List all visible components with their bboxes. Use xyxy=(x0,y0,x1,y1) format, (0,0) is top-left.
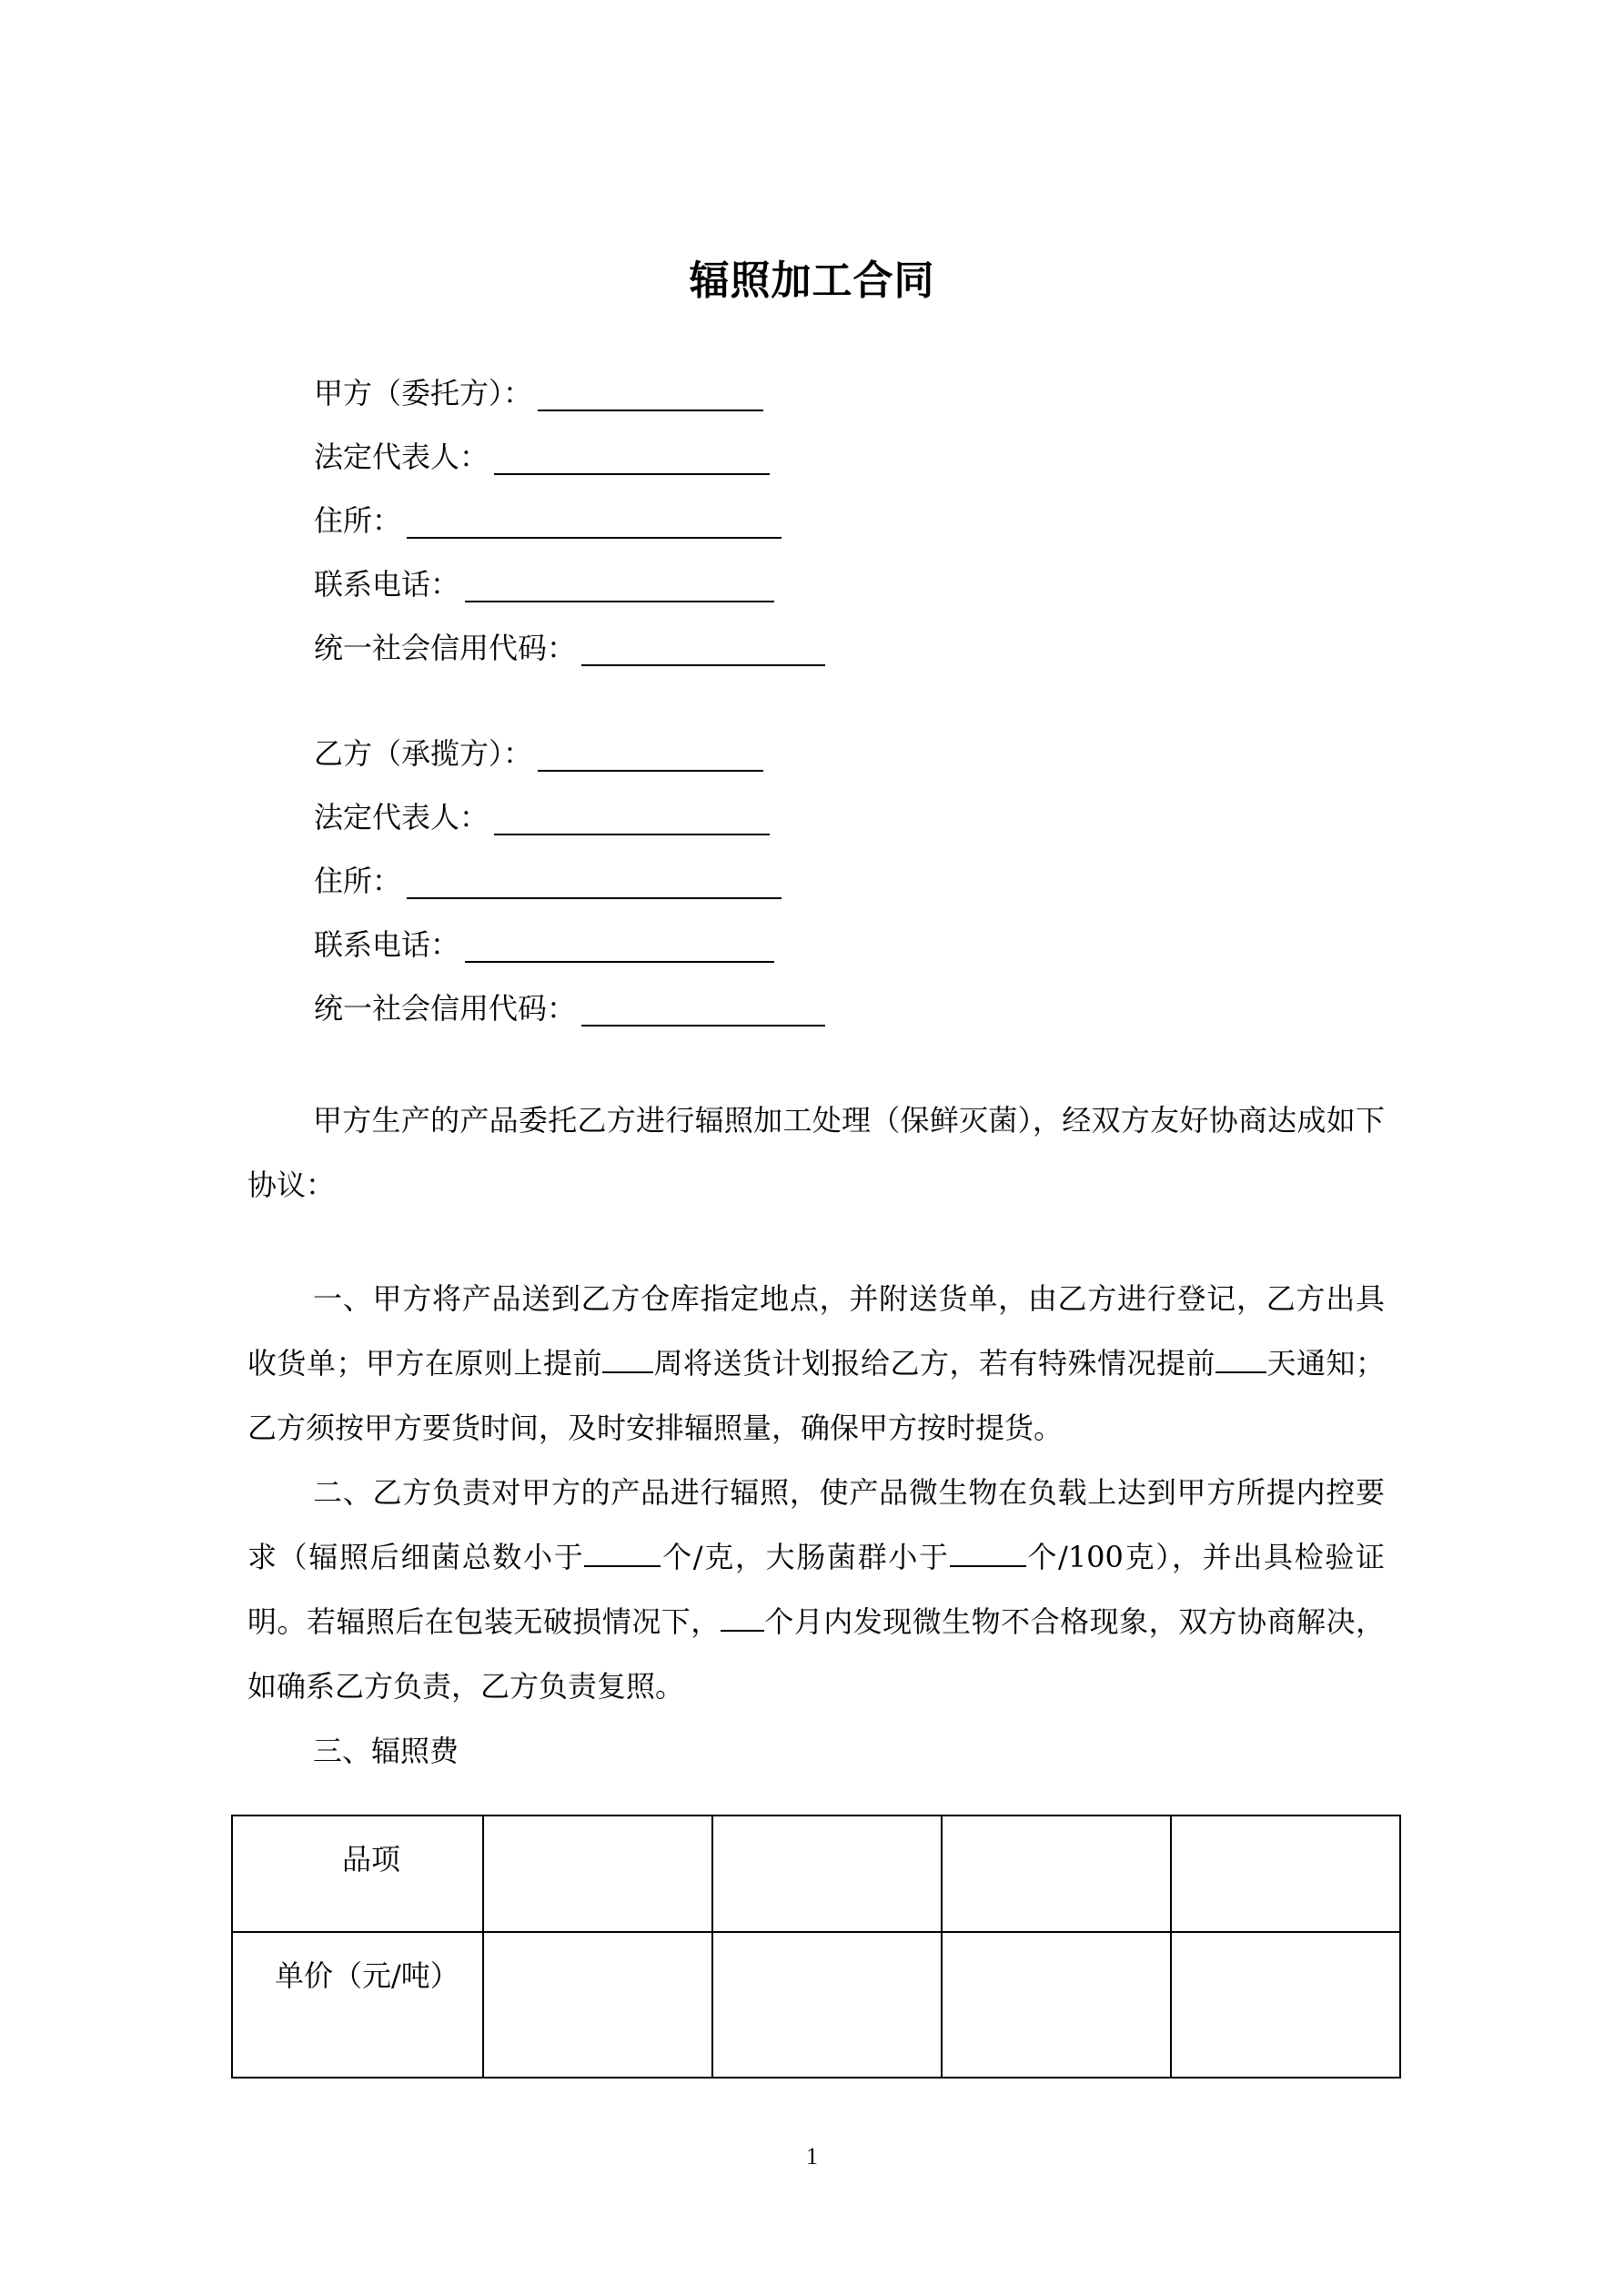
field-label: 住所： xyxy=(314,503,402,538)
row-header-label: 单价（元/吨） xyxy=(275,1958,459,1993)
party-a-legal-rep-field xyxy=(314,439,770,475)
bacteria-count-blank[interactable] xyxy=(584,1542,661,1567)
clause-text: 二、乙方负责对甲方的产品进行辐照，使产品微生物在负载上达到甲方所提内控要求（辐照后细菌总数小于 xyxy=(247,1475,1385,1574)
row-header-label: 品项 xyxy=(342,1842,401,1876)
party-b-phone-field xyxy=(314,926,774,963)
table-cell[interactable] xyxy=(1171,1932,1400,2078)
table-cell[interactable] xyxy=(483,1932,712,2078)
field-label: 乙方（承揽方）： xyxy=(314,736,533,771)
fill-blank[interactable] xyxy=(494,446,770,475)
table-cell[interactable] xyxy=(712,1816,942,1932)
clause-text: 个月内发现微生物不合格现象，双方协商解决，如确系乙方负责，乙方负责复照。 xyxy=(247,1604,1385,1704)
row-header xyxy=(232,1816,483,1932)
fill-blank[interactable] xyxy=(494,806,770,835)
row-header xyxy=(232,1932,483,2078)
months-blank[interactable] xyxy=(721,1606,764,1632)
party-b-address-field xyxy=(314,863,782,899)
clause-text: 一、甲方将产品送到乙方仓库指定地点，并附送货单，由乙方进行登记，乙方出具收货单；甲方在原则上提前 xyxy=(247,1281,1385,1381)
table-cell[interactable] xyxy=(942,1932,1171,2078)
table-cell[interactable] xyxy=(942,1816,1171,1932)
clause-3-heading: 三、辐照费 xyxy=(313,1734,459,1768)
clause-2-paragraph xyxy=(247,1461,1385,1719)
days-blank[interactable] xyxy=(1215,1348,1266,1373)
fill-blank[interactable] xyxy=(581,997,825,1027)
fill-blank[interactable] xyxy=(465,934,774,963)
field-label: 法定代表人： xyxy=(314,440,489,474)
field-label: 统一社会信用代码： xyxy=(314,631,577,665)
party-a-name-field xyxy=(314,375,763,411)
table-cell[interactable] xyxy=(712,1932,942,2078)
fill-blank[interactable] xyxy=(538,743,763,772)
party-b-name-field xyxy=(314,735,763,772)
party-a-address-field xyxy=(314,502,782,539)
party-b-credit-code-field xyxy=(314,990,825,1027)
clause-text: 个/100克），并出具检验证明。若辐照后在包装无破损情况下， xyxy=(247,1540,1385,1639)
party-a-credit-code-field xyxy=(314,630,825,666)
clause-text: 个/克，大肠菌群小于 xyxy=(661,1540,950,1574)
page-number: 1 xyxy=(806,2143,818,2170)
fill-blank[interactable] xyxy=(407,510,782,539)
field-label: 法定代表人： xyxy=(314,800,489,834)
coliform-count-blank[interactable] xyxy=(950,1542,1026,1567)
party-b-legal-rep-field xyxy=(314,799,770,835)
fee-table xyxy=(231,1815,1401,2079)
table-cell[interactable] xyxy=(483,1816,712,1932)
field-label: 住所： xyxy=(314,864,402,898)
table-row xyxy=(232,1932,1400,2078)
field-label: 联系电话： xyxy=(314,567,460,602)
fill-blank[interactable] xyxy=(407,870,782,899)
party-a-phone-field xyxy=(314,566,774,602)
fill-blank[interactable] xyxy=(581,637,825,666)
clause-text: 周将送货计划报给乙方，若有特殊情况提前 xyxy=(653,1346,1215,1381)
weeks-blank[interactable] xyxy=(602,1348,653,1373)
field-label: 联系电话： xyxy=(314,927,460,962)
document-title: 辐照加工合同 xyxy=(689,258,935,304)
table-cell[interactable] xyxy=(1171,1816,1400,1932)
field-label: 统一社会信用代码： xyxy=(314,991,577,1026)
intro-paragraph: 甲方生产的产品委托乙方进行辐照加工处理（保鲜灭菌），经双方友好协商达成如下协议： xyxy=(247,1103,1385,1202)
field-label: 甲方（委托方）： xyxy=(314,376,533,410)
fill-blank[interactable] xyxy=(465,573,774,602)
clause-text: 天通知；乙方须按甲方要货时间，及时安排辐照量，确保甲方按时提货。 xyxy=(247,1346,1385,1445)
fill-blank[interactable] xyxy=(538,382,763,411)
table-row xyxy=(232,1816,1400,1932)
clause-1-paragraph xyxy=(247,1267,1385,1461)
